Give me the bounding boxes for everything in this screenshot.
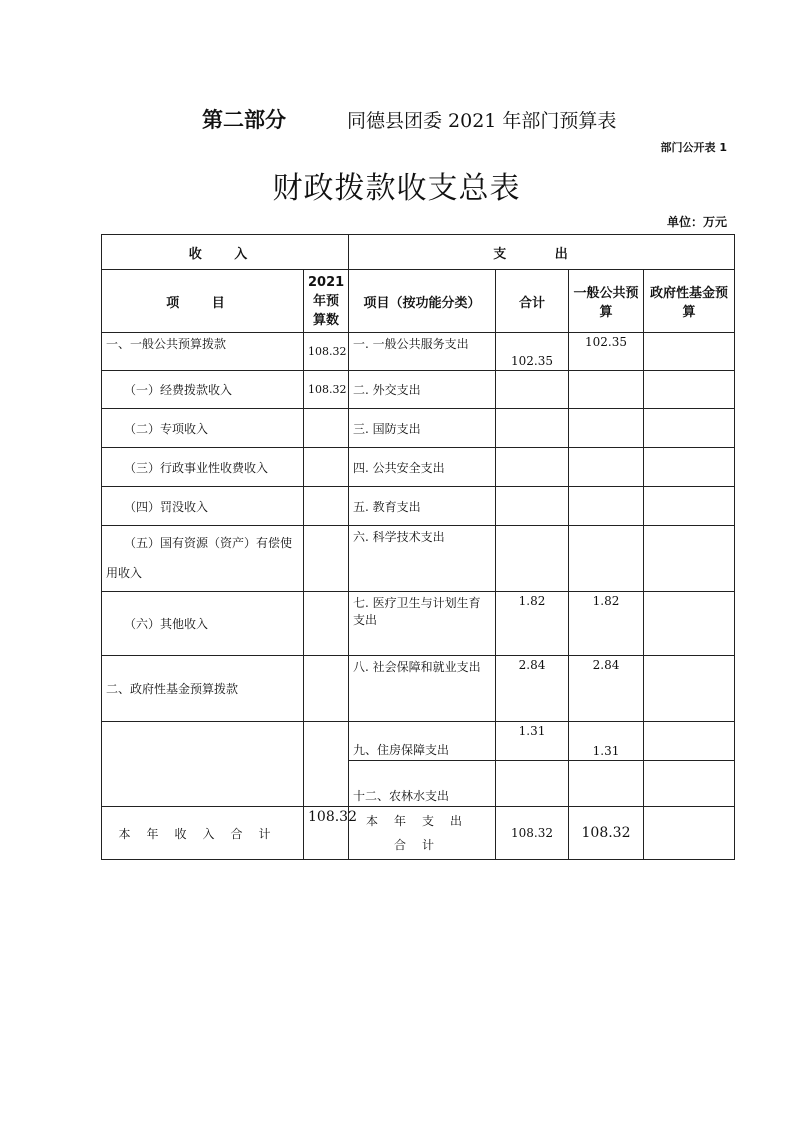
expense-fund	[644, 487, 735, 526]
income-item: （二）专项收入	[102, 409, 304, 448]
total-expense-label: 本年支出合计	[349, 807, 496, 860]
income-value	[304, 448, 349, 487]
table-row	[102, 371, 735, 409]
col-header-item: 项 目	[102, 270, 304, 333]
col-header-general: 一般公共预算	[569, 270, 644, 333]
col-header-fund: 政府性基金预算	[644, 270, 735, 333]
expense-item: 八. 社会保障和就业支出	[349, 656, 496, 722]
budget-table	[101, 234, 735, 860]
expense-total	[496, 371, 569, 409]
expense-fund	[644, 722, 735, 761]
income-item: （六）其他收入	[102, 592, 304, 656]
income-item: 一、一般公共预算拨款	[102, 333, 304, 371]
table-row	[102, 409, 735, 448]
income-value: 108.32	[304, 371, 349, 409]
part-label: 第二部分	[202, 108, 286, 132]
expense-item: 七. 医疗卫生与计划生育支出	[349, 592, 496, 656]
expense-item: 二. 外交支出	[349, 371, 496, 409]
income-value	[304, 656, 349, 722]
expense-total	[496, 761, 569, 807]
income-item: 二、政府性基金预算拨款	[102, 656, 304, 722]
table-row	[102, 448, 735, 487]
income-value: 108.32	[304, 333, 349, 371]
expense-general	[569, 487, 644, 526]
expense-fund	[644, 371, 735, 409]
expense-general: 1.82	[569, 592, 644, 656]
expense-fund	[644, 656, 735, 722]
expense-general: 2.84	[569, 656, 644, 722]
expense-fund	[644, 333, 735, 371]
expense-general	[569, 448, 644, 487]
unit-label: 单位：万元	[666, 215, 727, 229]
income-item: （四）罚没收入	[102, 487, 304, 526]
expense-total: 1.31	[496, 722, 569, 761]
income-group-header: 收 入	[102, 235, 349, 270]
income-value	[304, 526, 349, 592]
income-item: （五）国有资源（资产）有偿使用收入	[102, 526, 304, 592]
expense-general	[569, 371, 644, 409]
expense-total: 1.82	[496, 592, 569, 656]
expense-item: 五. 教育支出	[349, 487, 496, 526]
income-item: （一）经费拨款收入	[102, 371, 304, 409]
col-header-budget: 2021 年预算数	[304, 270, 349, 333]
total-general-value: 108.32	[569, 807, 644, 860]
expense-general: 1.31	[569, 722, 644, 761]
expense-item: 十二、农林水支出	[349, 761, 496, 807]
expense-total: 2.84	[496, 656, 569, 722]
table-row	[102, 592, 735, 656]
total-income-value: 108.32	[304, 807, 349, 860]
total-expense-value: 108.32	[496, 807, 569, 860]
expense-general	[569, 526, 644, 592]
table-row	[102, 333, 735, 371]
income-item	[102, 722, 304, 807]
expense-fund	[644, 761, 735, 807]
expense-total	[496, 526, 569, 592]
table-row	[102, 656, 735, 722]
col-header-func-item: 项目（按功能分类）	[349, 270, 496, 333]
table-row	[102, 526, 735, 592]
col-header-total: 合计	[496, 270, 569, 333]
expense-fund	[644, 448, 735, 487]
expense-item: 一. 一般公共服务支出	[349, 333, 496, 371]
income-value	[304, 409, 349, 448]
expense-item: 三. 国防支出	[349, 409, 496, 448]
total-row	[102, 807, 735, 860]
expense-total	[496, 409, 569, 448]
expense-fund	[644, 409, 735, 448]
expense-item: 四. 公共安全支出	[349, 448, 496, 487]
form-number: 部门公开表 1	[660, 141, 727, 154]
income-value	[304, 592, 349, 656]
expense-general: 102.35	[569, 333, 644, 371]
table-row	[102, 722, 735, 761]
document-title: 同德县团委 2021 年部门预算表	[347, 110, 617, 132]
expense-general	[569, 761, 644, 807]
expense-total	[496, 487, 569, 526]
income-value	[304, 722, 349, 807]
total-fund-value	[644, 807, 735, 860]
expense-fund	[644, 526, 735, 592]
table-title: 财政拨款收支总表	[272, 171, 521, 206]
expense-total	[496, 448, 569, 487]
expense-general	[569, 409, 644, 448]
expense-fund	[644, 592, 735, 656]
expense-total: 102.35	[496, 333, 569, 371]
expense-item: 六. 科学技术支出	[349, 526, 496, 592]
expense-group-header: 支 出	[349, 235, 735, 270]
income-value	[304, 487, 349, 526]
total-income-label: 本年收入合计	[102, 807, 304, 860]
income-item: （三）行政事业性收费收入	[102, 448, 304, 487]
expense-item: 九、住房保障支出	[349, 722, 496, 761]
table-row	[102, 487, 735, 526]
